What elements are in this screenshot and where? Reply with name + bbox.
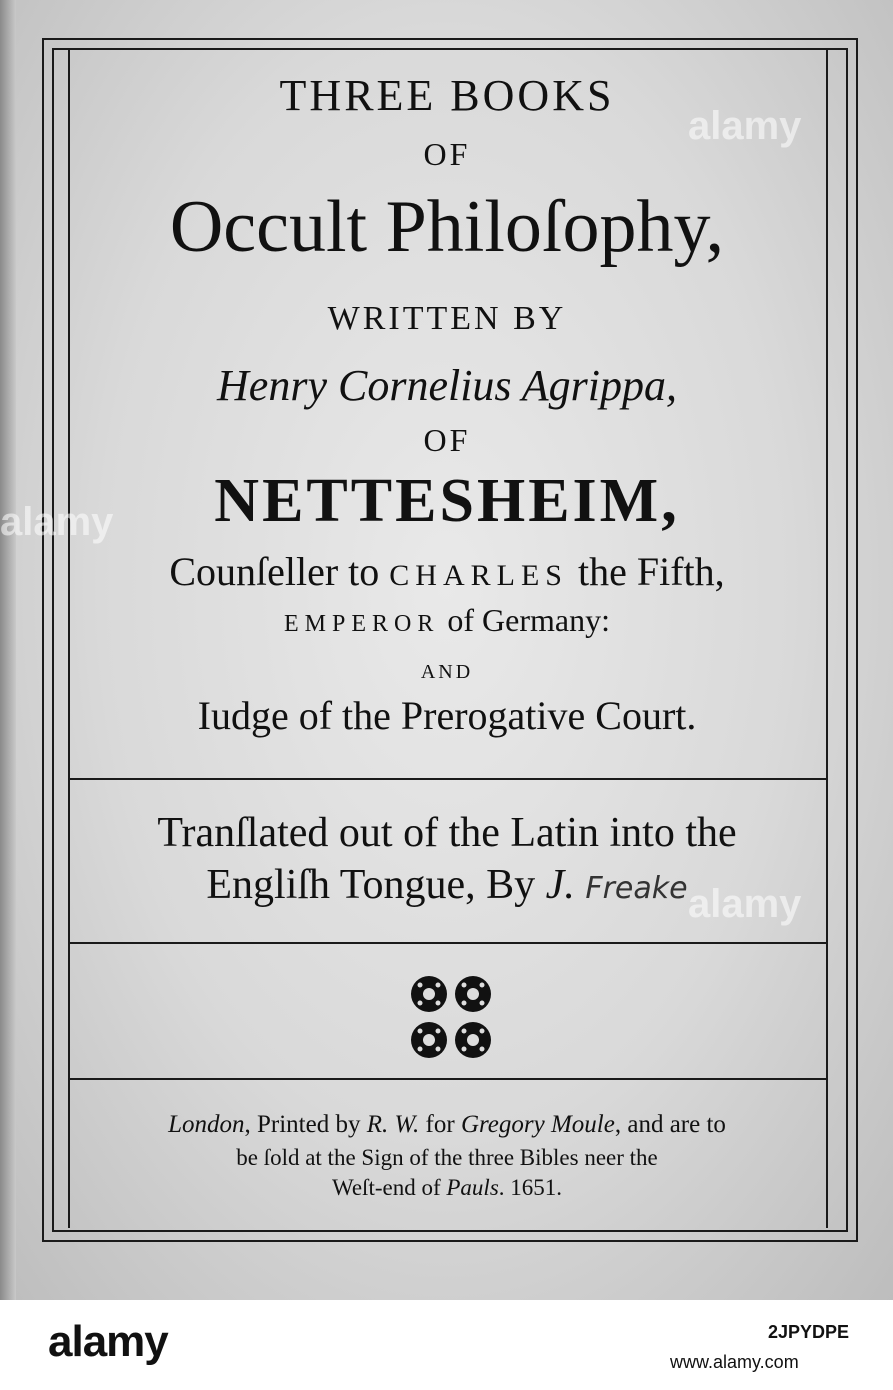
counseller-line [68, 549, 826, 594]
alamy-logo: alamy [48, 1317, 168, 1366]
imprint-printed-by: , Printed by [244, 1111, 367, 1138]
translated-line-1: Tranſlated out of the Latin into the [157, 810, 737, 856]
author-of: OF [423, 422, 471, 458]
written-by: WRITTEN BY [327, 300, 567, 337]
english-tongue-text: Engliſh Tongue, By [206, 862, 546, 908]
rule-middle [68, 942, 826, 944]
and-word: AND [420, 661, 474, 683]
alamy-url[interactable]: www.alamy.com [670, 1352, 799, 1372]
imprint-line-1 [68, 1112, 826, 1137]
counseller-text: Counſeller to [169, 549, 390, 594]
imprint-london: London [168, 1111, 245, 1138]
the-fifth-text: the Fifth, [567, 549, 725, 594]
handwritten-signature: Freake [585, 871, 688, 906]
title-of: OF [423, 136, 471, 172]
imprint-pauls: Pauls [446, 1175, 499, 1200]
emperor-word: EMPEROR [284, 611, 440, 637]
imprint-west-end: Weſt-end of [331, 1175, 447, 1200]
imprint-line-3 [68, 1176, 826, 1199]
charles-name: CHARLES [389, 559, 568, 592]
title-three-books: THREE BOOKS [279, 71, 615, 120]
imprint-year: . 1651. [498, 1175, 563, 1200]
imprint-gregory-moule: Gregory Moule [460, 1111, 615, 1138]
imprint-are-to: , and are to [614, 1111, 726, 1138]
rule-lower [68, 1078, 826, 1080]
imprint-for: for [419, 1111, 461, 1138]
rule-upper [68, 778, 826, 780]
iudge-line: Iudge of the Prerogative Court. [197, 693, 697, 738]
nettesheim: NETTESHEIM, [214, 467, 680, 535]
watermark: alamy [0, 500, 114, 544]
watermark: alamy [688, 882, 802, 926]
translator-initial: J. [545, 862, 575, 908]
watermark: alamy [688, 104, 802, 148]
author-name: Henry Cornelius Agrippa, [217, 361, 677, 410]
emperor-line [68, 604, 826, 636]
printers-ornament-icon [408, 972, 494, 1062]
inner-border-right [826, 48, 828, 1228]
imprint-rw: R. W. [366, 1111, 420, 1138]
imprint-line-2: be ſold at the Sign of the three Bibles neer the [236, 1145, 658, 1170]
of-germany-text: of Germany: [439, 602, 610, 638]
stock-image-id: 2JPYDPE [768, 1322, 850, 1342]
page-spine-shadow [0, 0, 16, 1300]
title-occult-philosophy: Occult Philoſophy, [169, 186, 725, 268]
